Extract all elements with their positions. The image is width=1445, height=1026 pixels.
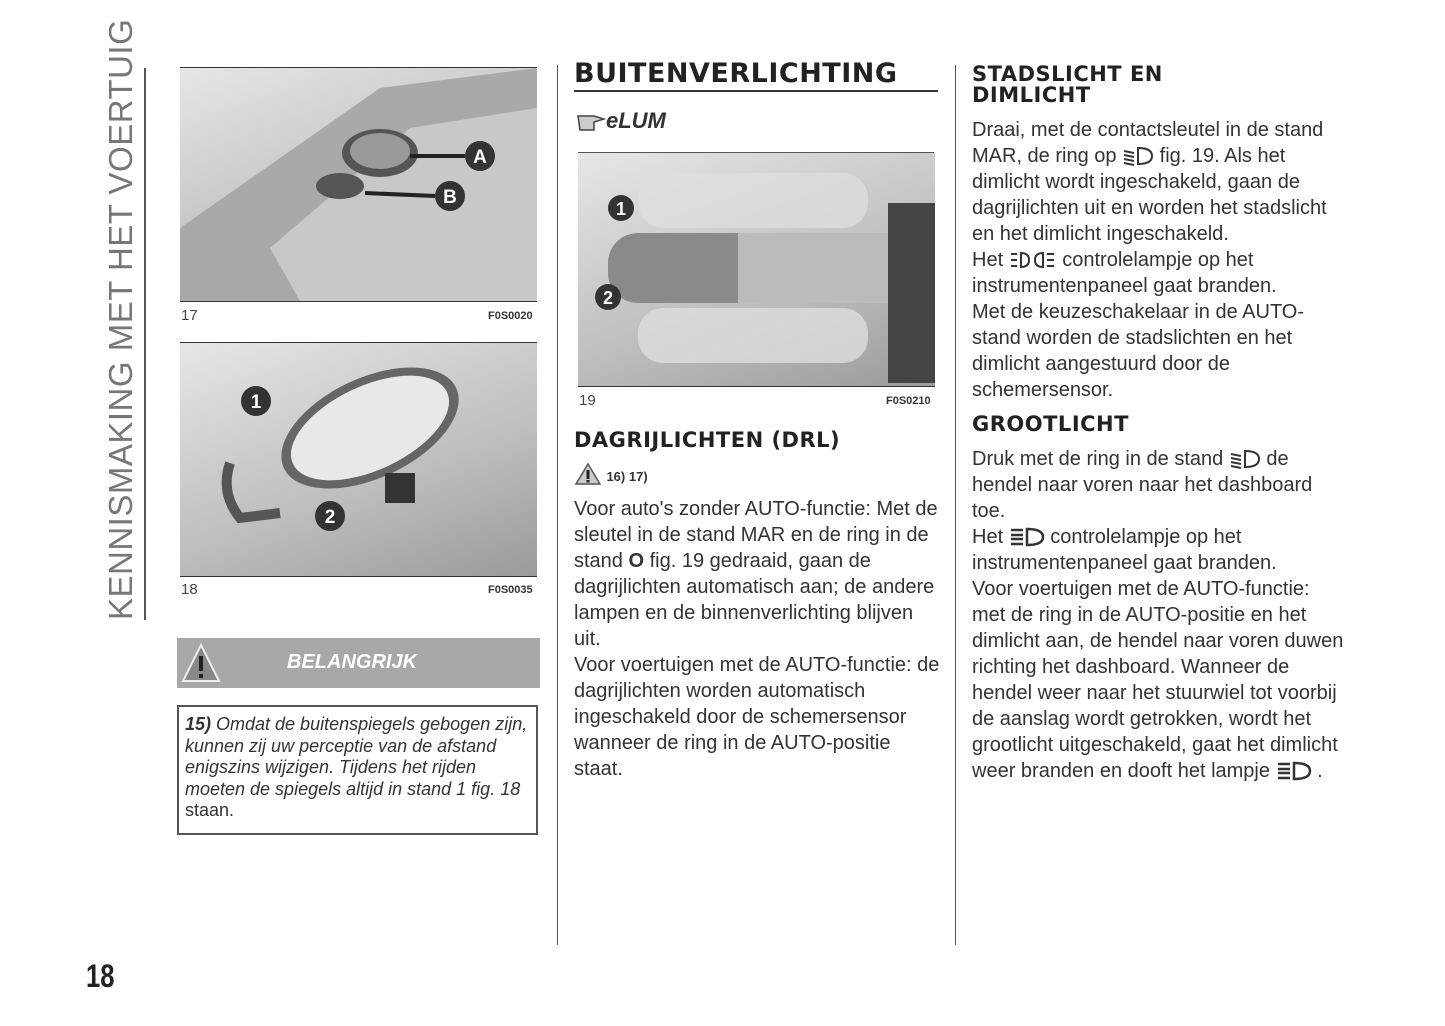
low-beam-icon [1122, 146, 1154, 166]
divider [144, 68, 146, 620]
callout-1: 1 [615, 199, 627, 219]
paragraph: fig. 19 gedraaid, gaan de dagrijlichten automatisch aan; de andere lampen en de binnenverlichting blijven uit. [574, 550, 935, 650]
figure-mirror-control [180, 67, 537, 302]
high-beam-icon [1009, 527, 1045, 547]
callout-a: A [473, 147, 487, 168]
page-number: 18 [86, 958, 115, 994]
paragraph: Het [972, 249, 1009, 271]
paragraph: Het [972, 526, 1009, 548]
paragraph: de hendel naar voren naar het dashboard toe. [972, 448, 1313, 522]
note-text: Omdat de buitenspiegels gebogen zijn, kunnen zij uw perceptie van de afstand enigszins wijzigen. Tijdens het rijden moeten de spiegels altijd in stand 1 fig. 18 [185, 714, 528, 799]
drl-references [574, 462, 648, 486]
figure-code: F0S0035 [488, 584, 533, 596]
column-divider [557, 65, 558, 945]
reference-numbers: 16) 17) [606, 469, 648, 484]
light-switch-illustration [578, 153, 935, 386]
callout-2: 2 [602, 288, 614, 308]
low-beam-icon [1229, 449, 1261, 469]
figure-code: F0S0020 [488, 310, 533, 322]
elum-badge [576, 108, 666, 134]
warning-banner [177, 638, 540, 688]
paragraph: Voor auto's zonder AUTO-functie: Met de sleutel in de stand MAR en de ring in de stand [574, 498, 938, 572]
figure-number: 18 [181, 581, 198, 598]
paragraph: Voor voertuigen met de AUTO-functie: met de ring in de AUTO-positie en het dimlicht aan, de hendel naar voren duwen richting het dashboard. Wanneer de hendel weer naar het stuurwiel tot voorbij de aanslag wordt getrokken, wordt het grootlicht uitgeschakeld, gaat het dimlicht weer branden en dooft het lampje [972, 578, 1344, 782]
high-beam-icon [1276, 761, 1312, 781]
pointing-hand-icon [576, 110, 606, 132]
warning-triangle-icon [574, 462, 602, 486]
grootlicht-body [972, 446, 1344, 784]
figure-mirror [180, 342, 537, 577]
mirror-illustration [180, 343, 537, 576]
paragraph: Met de keuzeschakelaar in de AUTO-stand worden de stadslichten en het dimlicht aangestuurd door de schemersensor. [972, 301, 1305, 401]
warning-title: BELANGRIJK [287, 651, 418, 673]
note-tail: staan. [185, 800, 235, 820]
heading-grootlicht: GROOTLICHT [972, 412, 1129, 436]
warning-triangle-icon [181, 643, 221, 683]
callout-2: 2 [324, 507, 336, 528]
figure-number: 19 [579, 392, 596, 409]
callout-1: 1 [250, 392, 262, 413]
callout-b: B [443, 187, 457, 208]
paragraph: Voor voertuigen met de AUTO-functie: de dagrijlichten worden automatisch ingeschakeld door de schemersensor wanneer de ring in de AUTO-positie staat. [574, 654, 940, 780]
paragraph: controlelampje op het instrumentenpaneel gaat branden. [972, 526, 1277, 574]
paragraph: fig. 19. Als het dimlicht wordt ingeschakeld, gaan de dagrijlichten uit en worden het stadslicht en het dimlicht ingeschakeld. [972, 145, 1327, 245]
paragraph: controlelampje op het instrumentenpaneel gaat branden. [972, 249, 1277, 297]
paragraph: Druk met de ring in de stand [972, 448, 1229, 470]
position-lights-icon [1009, 250, 1057, 270]
figure-light-switch [578, 153, 935, 387]
paragraph: . [1317, 760, 1323, 782]
section-title-vertical: KENNISMAKING MET HET VOERTUIG [102, 18, 139, 620]
note-number: 15) [185, 714, 212, 734]
heading-buitenverlichting: BUITENVERLICHTING [574, 58, 898, 89]
elum-label: eLUM [606, 108, 666, 133]
warning-note [177, 705, 538, 835]
column-divider [955, 65, 956, 945]
stadslicht-body [972, 117, 1344, 403]
heading-underline [574, 90, 938, 92]
heading-drl: DAGRIJLICHTEN (DRL) [574, 428, 841, 452]
figure-code: F0S0210 [886, 395, 931, 407]
drl-body [574, 496, 944, 782]
heading-stadslicht-dimlicht: STADSLICHT EN DIMLICHT [972, 62, 1163, 107]
paragraph: Draai, met de contactsleutel in de stand MAR, de ring op [972, 119, 1324, 167]
position-o: O [628, 550, 645, 572]
figure-number: 17 [181, 307, 198, 324]
mirror-control-illustration [180, 68, 537, 301]
